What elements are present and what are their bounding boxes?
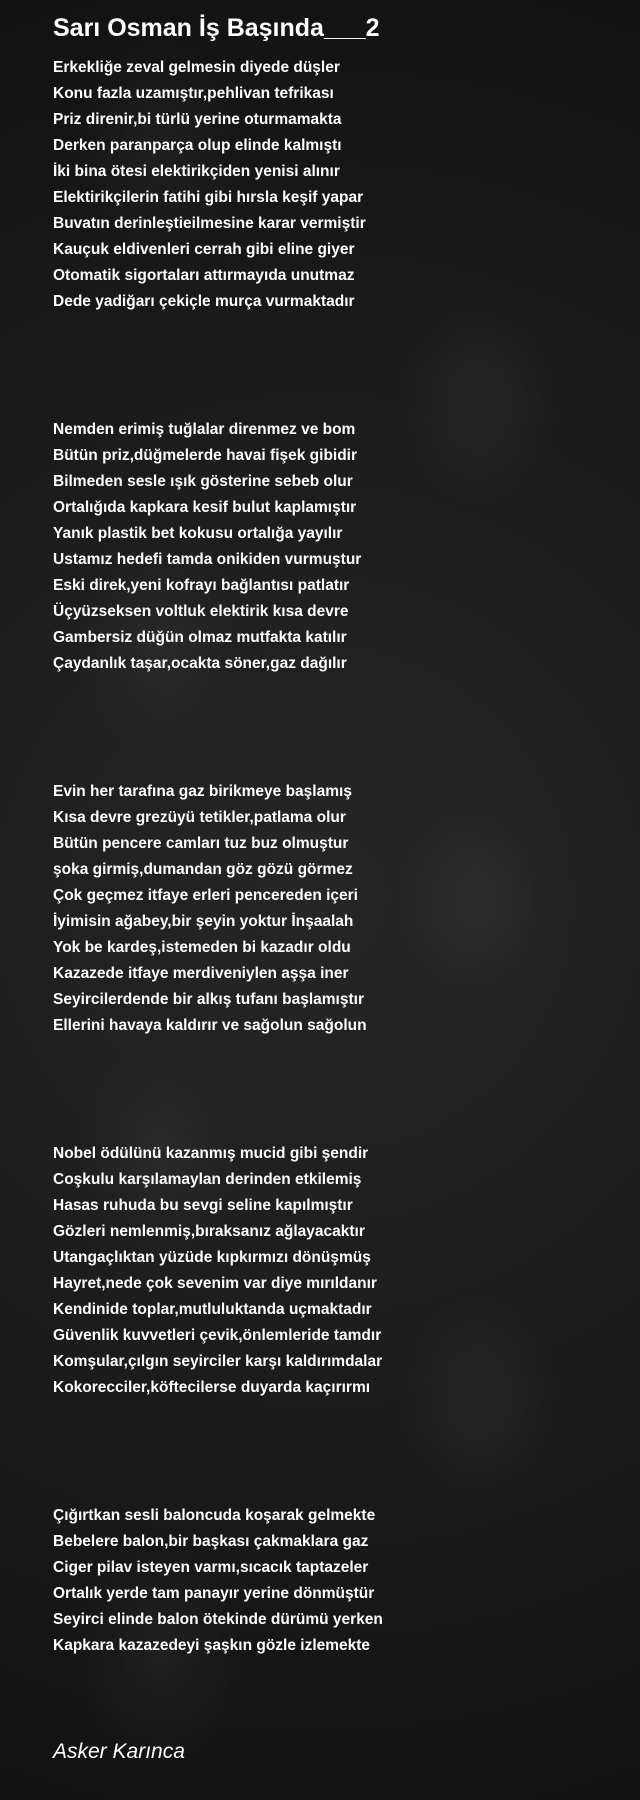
poem-stanza <box>53 417 613 677</box>
poem-line: Komşular,çılgın seyirciler karşı kaldırımdalar <box>53 1353 383 1370</box>
poem-line: İyimisin ağabey,bir şeyin yoktur İnşaalah <box>53 913 354 930</box>
poem-line: Utangaçlıktan yüzüde kıpkırmızı dönüşmüş <box>53 1249 371 1266</box>
poem-line: Evin her tarafına gaz birikmeye başlamış <box>53 783 352 800</box>
poem-line: Priz direnir,bi türlü yerine oturmamakta <box>53 111 342 128</box>
poem-line: Çok geçmez itfaye erleri pencereden içeri <box>53 887 358 904</box>
poem-line: İki bina ötesi elektirikçiden yenisi alınır <box>53 163 340 180</box>
poem-line: Yanık plastik bet kokusu ortalığa yayılır <box>53 525 343 542</box>
poem-line: Dede yadiğarı çekiçle murça vurmaktadır <box>53 293 355 310</box>
poem-body <box>53 55 613 1659</box>
poem-stanza <box>53 55 613 315</box>
poem-stanza <box>53 779 613 1039</box>
poem-line: Derken paranparça olup elinde kalmıştı <box>53 137 342 154</box>
poem-line: Seyircilerdende bir alkış tufanı başlamıştır <box>53 991 364 1008</box>
poem-line: Eski direk,yeni kofrayı bağlantısı patlatır <box>53 577 350 594</box>
poem-line: Gambersiz düğün olmaz mutfakta katılır <box>53 629 347 646</box>
poem-line: Nobel ödülünü kazanmış mucid gibi şendir <box>53 1145 369 1162</box>
poem-line: Çaydanlık taşar,ocakta söner,gaz dağılır <box>53 655 347 672</box>
poem-line: Otomatik sigortaları attırmayıda unutmaz <box>53 267 355 284</box>
poem-container <box>53 10 613 1761</box>
poem-line: Hayret,nede çok sevenim var diye mırıldanır <box>53 1275 377 1292</box>
poem-line: Buvatın derinleştieilmesine karar vermiştir <box>53 215 366 232</box>
poem-line: Üçyüzseksen voltluk elektirik kısa devre <box>53 603 349 620</box>
poem-line: Kazazede itfaye merdiveniylen aşşa iner <box>53 965 349 982</box>
poem-line: Yok be kardeş,istemeden bi kazadır oldu <box>53 939 351 956</box>
poem-line: Nemden erimiş tuğlalar direnmez ve bom <box>53 421 356 438</box>
poem-line: Seyirci elinde balon ötekinde dürümü yerken <box>53 1611 383 1628</box>
poem-line: Ellerini havaya kaldırır ve sağolun sağolun <box>53 1017 367 1034</box>
poem-author: Asker Karınca <box>53 1740 185 1763</box>
poem-line: Konu fazla uzamıştır,pehlivan tefrikası <box>53 85 334 102</box>
poem-line: Ciger pilav isteyen varmı,sıcacık taptazeler <box>53 1559 369 1576</box>
poem-line: Kısa devre grezüyü tetikler,patlama olur <box>53 809 346 826</box>
poem-line: Kokorecciler,köftecilerse duyarda kaçırırmı <box>53 1379 371 1396</box>
poem-line: Bütün priz,düğmelerde havai fişek gibidir <box>53 447 358 464</box>
poem-line: Kendinide toplar,mutluluktanda uçmaktadır <box>53 1301 372 1318</box>
poem-line: Kapkara kazazedeyi şaşkın gözle izlemekte <box>53 1637 371 1654</box>
poem-line: Bebelere balon,bir başkası çakmaklara gaz <box>53 1533 369 1550</box>
poem-stanza <box>53 1503 613 1659</box>
poem-line: Güvenlik kuvvetleri çevik,önlemleride tamdır <box>53 1327 382 1344</box>
poem-line: Coşkulu karşılamaylan derinden etkilemiş <box>53 1171 362 1188</box>
poem-line: Ortalık yerde tam panayır yerine dönmüştür <box>53 1585 375 1602</box>
poem-line: Ustamız hedefi tamda onikiden vurmuştur <box>53 551 362 568</box>
poem-line: Elektirikçilerin fatihi gibi hırsla keşif yapar <box>53 189 364 206</box>
poem-line: Gözleri nemlenmiş,bıraksanız ağlayacaktır <box>53 1223 365 1240</box>
poem-line: şoka girmiş,dumandan göz gözü görmez <box>53 861 353 878</box>
poem-line: Hasas ruhuda bu sevgi seline kapılmıştır <box>53 1197 353 1214</box>
poem-line: Erkekliğe zeval gelmesin diyede düşler <box>53 59 340 76</box>
poem-line: Kauçuk eldivenleri cerrah gibi eline giyer <box>53 241 355 258</box>
poem-stanza <box>53 1141 613 1401</box>
poem-line: Bilmeden sesle ışık gösterine sebeb olur <box>53 473 353 490</box>
poem-title: Sarı Osman İş Başında___2 <box>53 14 380 42</box>
poem-line: Çığırtkan sesli baloncuda koşarak gelmekte <box>53 1507 376 1524</box>
poem-line: Bütün pencere camları tuz buz olmuştur <box>53 835 349 852</box>
poem-line: Ortalığıda kapkara kesif bulut kaplamıştır <box>53 499 357 516</box>
